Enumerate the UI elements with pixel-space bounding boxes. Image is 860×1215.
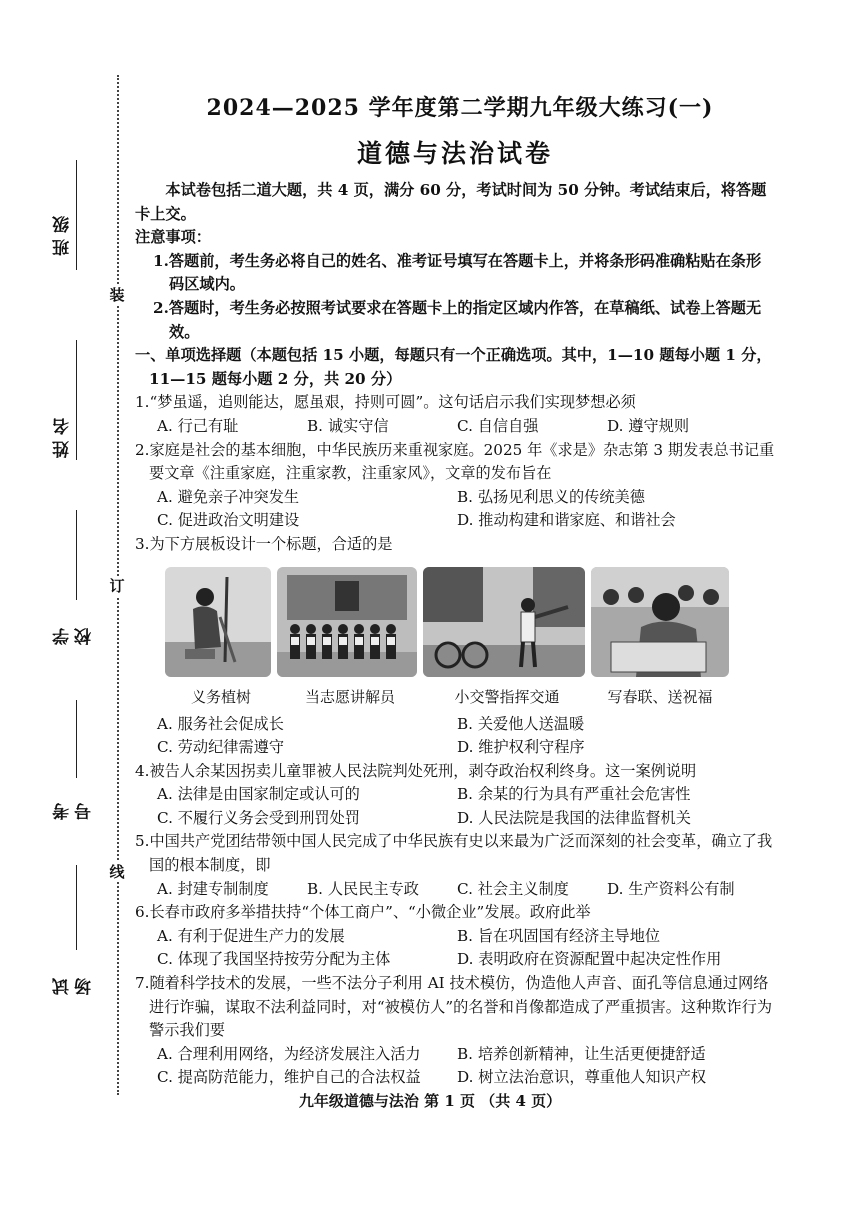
option-c: C. 促进政治文明建设	[157, 511, 300, 530]
exam-content	[135, 88, 775, 1090]
question-2	[135, 439, 775, 533]
option-d: D. 人民法院是我国的法律监督机关	[457, 808, 691, 827]
photo-caption: 义务植树	[190, 687, 251, 706]
option-c: C. 不履行义务会受到刑罚处罚	[157, 808, 360, 827]
photo-spring-couplets	[591, 567, 729, 677]
binding-char-ding: 订	[107, 576, 127, 596]
options	[135, 415, 775, 439]
photo-traffic-police	[423, 567, 585, 677]
options	[135, 713, 775, 760]
option-b: B. 弘扬见利思义的传统美德	[457, 487, 645, 506]
option-c: C. 劳动纪律需遵守	[157, 738, 285, 757]
binding-char-zhuang: 装	[107, 285, 127, 305]
options	[135, 878, 775, 902]
question-stem: 3.为下方展板设计一个标题，合适的是	[135, 534, 393, 553]
option-d: D. 维护权利守程序	[457, 738, 585, 757]
section-heading: 一、单项选择题（本题包括 15 小题，每题只有一个正确选项。其中，1—10 题每小题 1 分，11—15 题每小题 2 分，共 20 分）	[135, 346, 772, 388]
options	[135, 486, 775, 533]
option-a: A. 封建专制制度	[157, 879, 269, 898]
photo-caption: 写春联、送祝福	[607, 687, 713, 706]
photo-tree-planting	[165, 567, 271, 677]
option-b: B. 关爱他人送温暖	[457, 714, 585, 733]
option-a: A. 有利于促进生产力的发展	[157, 926, 345, 945]
option-d: D. 树立法治意识，尊重他人知识产权	[457, 1068, 707, 1087]
question-4	[135, 760, 775, 831]
exam-subtitle: 道德与法治试卷	[356, 139, 553, 168]
options	[135, 1043, 775, 1090]
name-label: 姓名	[53, 412, 73, 458]
question-stem: 5.中国共产党团结带领中国人民完成了中华民族有史以来最为广泛而深刻的社会变革，确立了我国的根本制度，即	[135, 832, 773, 875]
option-c: C. 自信自强	[457, 416, 539, 435]
question-6	[135, 901, 775, 972]
class-label: 班级	[53, 210, 73, 256]
exam-number-label: 考号	[52, 778, 96, 820]
question-7	[135, 972, 775, 1090]
school-label: 学校	[52, 600, 96, 645]
option-b: B. 余某的行为具有严重社会危害性	[457, 785, 691, 804]
option-b: B. 诚实守信	[307, 416, 389, 435]
photo-caption: 小交警指挥交通	[454, 687, 560, 706]
option-d: D. 表明政府在资源配置中起决定性作用	[457, 950, 722, 969]
page-footer: 九年级道德与法治 第 1 页 （共 4 页）	[298, 1092, 562, 1110]
exam-title: 2024—2025 学年度第二学期九年级大练习(一)	[206, 95, 714, 121]
exam-number-field	[52, 700, 95, 820]
question-5	[135, 830, 775, 901]
photo-caption: 当志愿讲解员	[304, 687, 395, 706]
binding-char-xian: 线	[107, 862, 127, 882]
options	[135, 783, 775, 830]
option-a: A. 行己有耻	[157, 416, 239, 435]
class-field	[52, 160, 92, 270]
option-a: A. 合理利用网络，为经济发展注入活力	[157, 1044, 421, 1063]
option-a: A. 法律是由国家制定或认可的	[157, 785, 360, 804]
notice-heading: 注意事项：	[135, 228, 211, 247]
question-1	[135, 391, 775, 438]
photo-volunteer-guide	[277, 567, 417, 677]
question-stem: 6.长春市政府多举措扶持“个体工商户”、“小微企业”发展。政府此举	[135, 903, 591, 922]
question-stem: 4.被告人余某因拐卖儿童罪被人民法院判处死刑，剥夺政治权利终身。这一案例说明	[135, 761, 697, 780]
question-stem: 7.随着科学技术的发展，一些不法分子利用 AI 技术模仿，伪造他人声音、面孔等信息通过网络进行诈骗，谋取不法利益同时，对“被模仿人”的名誉和肖像都造成了严重损害。这种欺诈行为警示我们要	[135, 974, 773, 1040]
exam-room-label: 试场	[52, 950, 96, 995]
notice-item: 2.答题时，考生务必按照考试要求在答题卡上的指定区域内作答，在草稿纸、试卷上答题无效。	[153, 298, 762, 341]
option-d: D. 生产资料公有制	[607, 879, 735, 898]
option-d: D. 推动构建和谐家庭、和谐社会	[457, 511, 676, 530]
option-a: A. 避免亲子冲突发生	[157, 487, 300, 506]
binding-margin	[0, 0, 125, 1215]
option-c: C. 社会主义制度	[457, 879, 569, 898]
option-a: A. 服务社会促成长	[157, 714, 284, 733]
option-c: C. 体现了我国坚持按劳分配为主体	[157, 950, 391, 969]
option-b: B. 人民民主专政	[307, 879, 419, 898]
option-c: C. 提高防范能力，维护自己的合法权益	[157, 1068, 421, 1087]
photo-captions	[165, 681, 775, 713]
option-b: B. 旨在巩固国有经济主导地位	[457, 926, 661, 945]
question-stem: 1.“梦虽遥，追则能达，愿虽艰，持则可圆”。这句话启示我们实现梦想必须	[135, 393, 636, 412]
question-3	[135, 533, 775, 760]
school-field	[52, 510, 95, 645]
exam-room-field	[52, 865, 95, 995]
exam-intro: 本试卷包括二道大题，共 4 页，满分 60 分，考试时间为 50 分钟。考试结束后，将答题卡上交。	[135, 181, 767, 223]
option-b: B. 培养创新精神，让生活更便捷舒适	[457, 1044, 706, 1063]
photo-board	[165, 567, 775, 677]
name-field	[52, 340, 92, 460]
option-d: D. 遵守规则	[607, 416, 690, 435]
options	[135, 925, 775, 972]
question-stem: 2.家庭是社会的基本细胞，中华民族历来重视家庭。2025 年《求是》杂志第 3 期发表总书记重要文章《注重家庭，注重家教，注重家风》，文章的发布旨在	[135, 440, 775, 483]
notice-item: 1.答题前，考生务必将自己的姓名、准考证号填写在答题卡上，并将条形码准确粘贴在条形码区域内。	[153, 251, 762, 294]
